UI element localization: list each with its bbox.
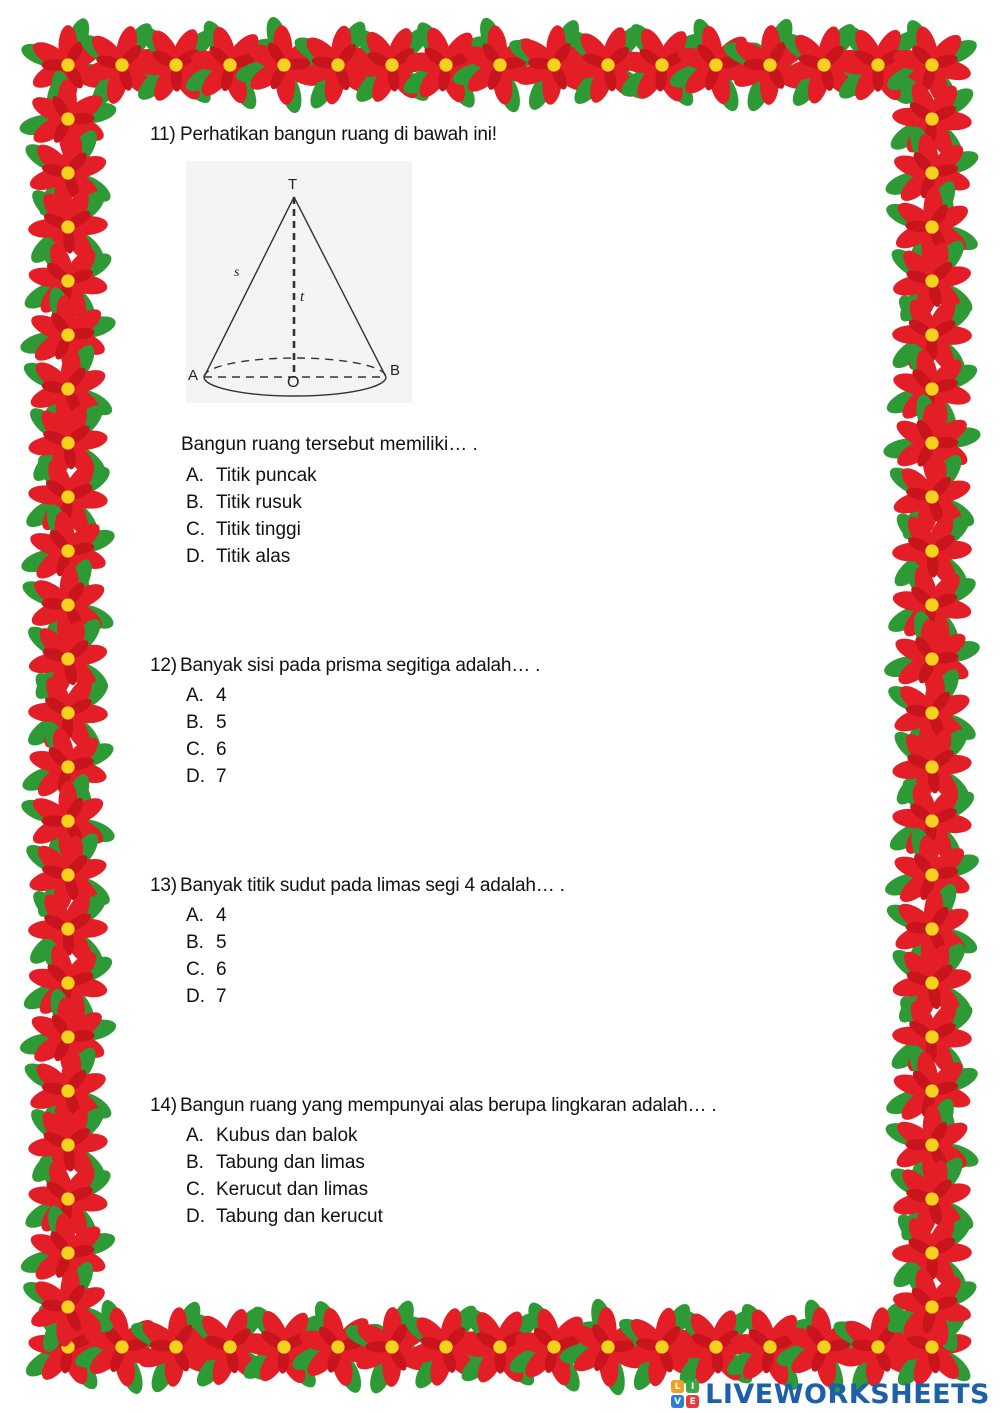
logo-letter-l: L (671, 1380, 684, 1393)
option-letter: B. (186, 932, 204, 953)
option-b[interactable] (186, 1149, 383, 1176)
logo-letter-e: E (686, 1395, 699, 1408)
logo-letter-v: V (671, 1395, 684, 1408)
option-text: Kubus dan balok (216, 1125, 358, 1146)
label-a: A (188, 367, 199, 384)
option-text: Tabung dan kerucut (216, 1206, 383, 1227)
question-number: 12) (150, 655, 177, 676)
option-a[interactable] (186, 902, 227, 929)
option-text: 4 (216, 905, 227, 926)
option-a[interactable] (186, 682, 227, 709)
option-text: 5 (216, 712, 227, 733)
option-c[interactable] (186, 516, 317, 543)
label-s: s (234, 265, 240, 280)
option-letter: B. (186, 492, 204, 513)
question-12 (150, 655, 540, 677)
option-text: 5 (216, 932, 227, 953)
question-text: Perhatikan bangun ruang di bawah ini! (180, 124, 497, 145)
label-b: B (390, 362, 401, 379)
option-letter: D. (186, 766, 205, 787)
option-text: 6 (216, 739, 227, 760)
option-c[interactable] (186, 736, 227, 763)
question-14 (150, 1095, 716, 1117)
option-c[interactable] (186, 1176, 383, 1203)
option-text: Titik puncak (216, 465, 317, 486)
option-letter: C. (186, 959, 205, 980)
option-c[interactable] (186, 956, 227, 983)
option-d[interactable] (186, 763, 227, 790)
option-text: Titik rusuk (216, 492, 302, 513)
option-a[interactable] (186, 462, 317, 489)
option-b[interactable] (186, 929, 227, 956)
brand-name: LIVEWORKSHEETS (705, 1378, 990, 1410)
option-letter: A. (186, 905, 204, 926)
question-13-options (186, 902, 227, 1010)
label-t-apex: T (288, 176, 298, 193)
question-text: Bangun ruang yang mempunyai alas berupa lingkaran adalah… . (180, 1095, 717, 1116)
option-letter: C. (186, 739, 205, 760)
option-text: 7 (216, 986, 227, 1007)
option-text: Kerucut dan limas (216, 1179, 369, 1200)
label-o: O (287, 374, 300, 391)
option-text: 6 (216, 959, 227, 980)
question-14-options (186, 1122, 383, 1230)
option-letter: C. (186, 519, 205, 540)
option-text: Titik alas (216, 546, 291, 567)
liveworksheets-logo-icon (671, 1380, 699, 1408)
question-number: 13) (150, 875, 177, 896)
question-number: 14) (150, 1095, 177, 1116)
cone-diagram (186, 161, 412, 403)
question-13 (150, 875, 565, 897)
option-text: 7 (216, 766, 227, 787)
option-text: 4 (216, 685, 227, 706)
option-letter: A. (186, 1125, 204, 1146)
question-text: Banyak sisi pada prisma segitiga adalah… . (180, 655, 541, 676)
option-letter: D. (186, 986, 205, 1007)
option-letter: B. (186, 1152, 204, 1173)
logo-letter-i: I (686, 1380, 699, 1393)
option-b[interactable] (186, 489, 317, 516)
option-d[interactable] (186, 543, 317, 570)
question-11-subtext: Bangun ruang tersebut memiliki… . (181, 434, 478, 455)
option-b[interactable] (186, 709, 227, 736)
option-a[interactable] (186, 1122, 383, 1149)
option-d[interactable] (186, 1203, 383, 1230)
option-d[interactable] (186, 983, 227, 1010)
option-text: Titik tinggi (216, 519, 301, 540)
option-letter: A. (186, 685, 204, 706)
liveworksheets-brand[interactable] (671, 1378, 990, 1410)
option-text: Tabung dan limas (216, 1152, 365, 1173)
question-11-options (186, 462, 317, 570)
option-letter: D. (186, 546, 205, 567)
question-text: Banyak titik sudut pada limas segi 4 adalah… . (180, 875, 565, 896)
option-letter: B. (186, 712, 204, 733)
option-letter: D. (186, 1206, 205, 1227)
question-11 (150, 124, 497, 146)
option-letter: C. (186, 1179, 205, 1200)
question-12-options (186, 682, 227, 790)
question-number: 11) (150, 124, 176, 145)
option-letter: A. (186, 465, 204, 486)
label-t-height: t (300, 289, 305, 305)
cone-figure (186, 161, 412, 403)
